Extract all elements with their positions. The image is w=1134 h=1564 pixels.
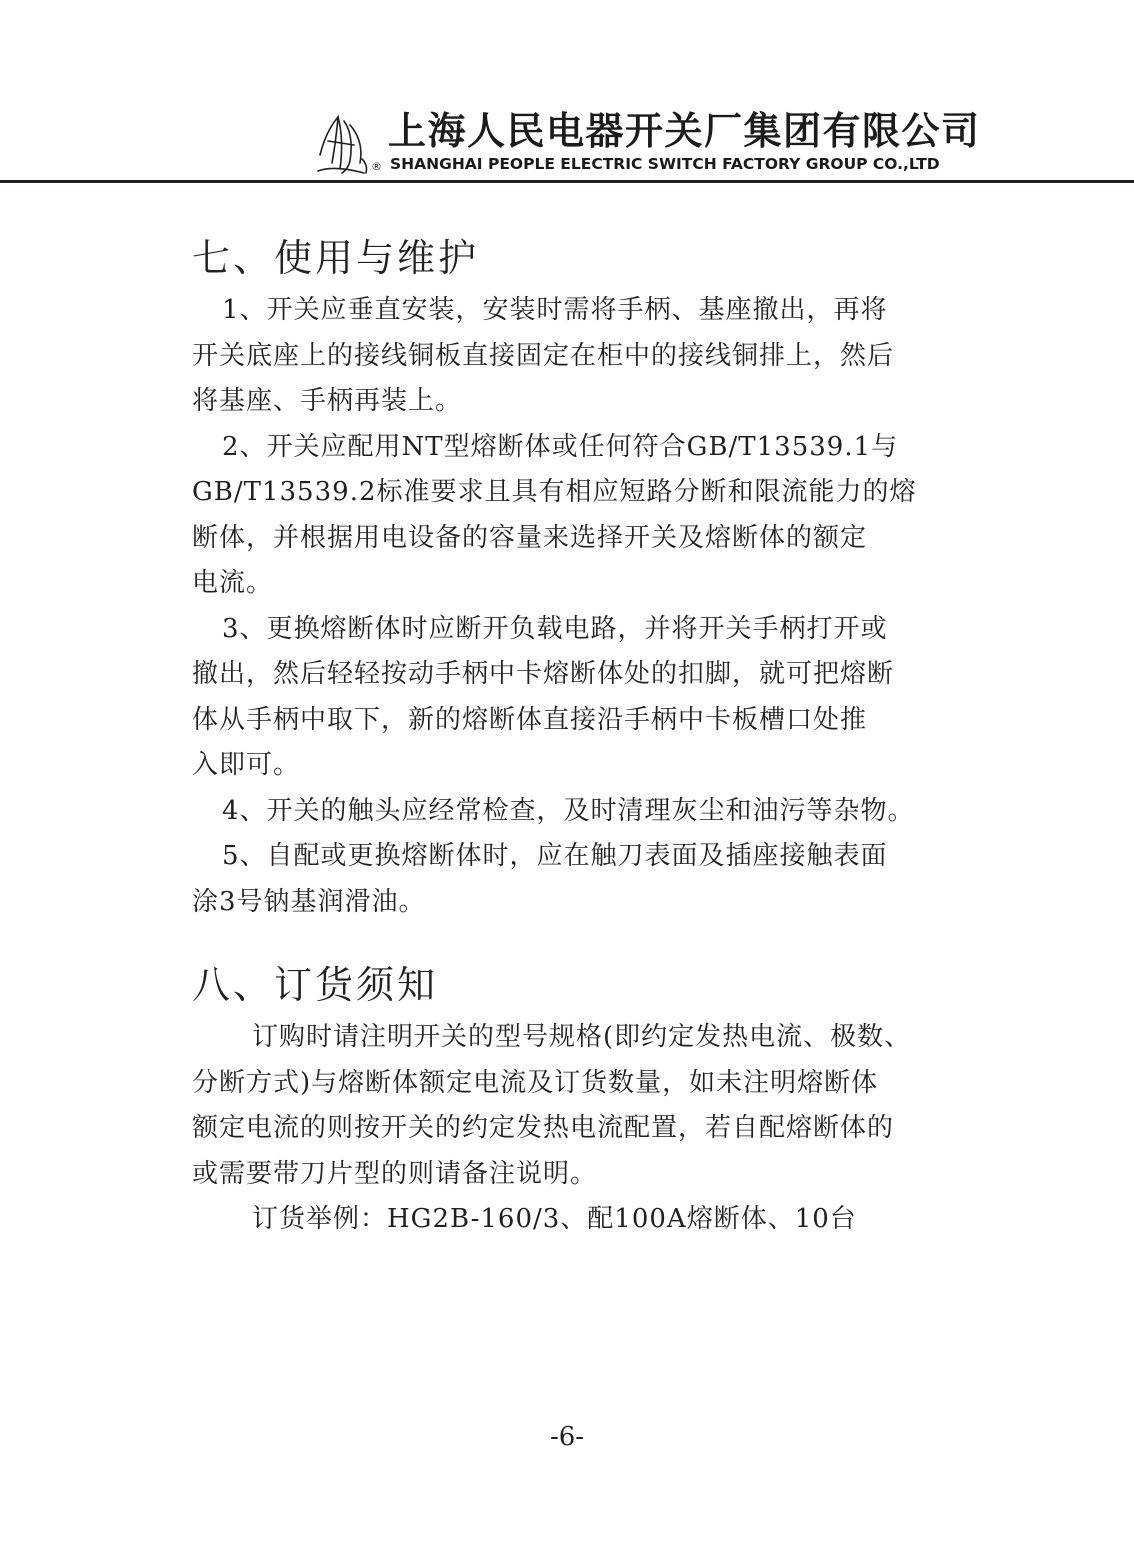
maintenance-item-5: [192, 834, 952, 925]
text-line: 5、自配或更换熔断体时，应在触刀表面及插座接触表面: [222, 841, 888, 871]
ordering-notice: [192, 1015, 952, 1197]
section-title-ordering: 八、订货须知: [192, 963, 439, 1007]
company-name-english: SHANGHAI PEOPLE ELECTRIC SWITCH FACTORY GROUP CO.,LTD: [390, 155, 940, 173]
text-line: 断体，并根据用电设备的容量来选择开关及熔断体的额定: [192, 522, 868, 553]
registered-mark: ®: [371, 160, 382, 173]
maintenance-item-4: [192, 789, 952, 835]
text-line: 电流。: [192, 568, 274, 598]
text-line: 入即可。: [192, 750, 301, 780]
maintenance-item-2: [192, 425, 952, 607]
maintenance-item-1: [192, 288, 952, 425]
text-line: 1、开关应垂直安装，安装时需将手柄、基座撤出，再将: [222, 295, 888, 325]
text-line: 撤出，然后轻轻按动手柄中卡熔断体处的扣脚，就可把熔断: [192, 659, 895, 689]
text-line: 将基座、手柄再装上。: [192, 386, 463, 416]
text-line: 涂3号钠基润滑油。: [192, 886, 426, 917]
page-content: [192, 232, 952, 1243]
page-header: [0, 0, 1134, 190]
section-spacer: [192, 925, 952, 959]
text-line: 开关底座上的接线铜板直接固定在柜中的接线铜排上，然后: [192, 340, 895, 371]
text-line: 订货举例：HG2B-160/3、配100A熔断体、10台: [252, 1204, 857, 1234]
text-line: 2、开关应配用NT型熔断体或任何符合GB/T13539.1与: [222, 431, 899, 462]
text-line: 体从手柄中取下，新的熔断体直接沿手柄中卡板槽口处推: [192, 704, 868, 735]
text-line: 额定电流的则按开关的约定发热电流配置，若自配熔断体的: [192, 1113, 895, 1143]
section-title-maintenance: 七、使用与维护: [192, 236, 480, 280]
text-line: 订购时请注明开关的型号规格(即约定发热电流、极数、: [252, 1022, 912, 1052]
header-rule: [0, 180, 1134, 183]
ordering-example: [192, 1197, 952, 1243]
text-line: 4、开关的触头应经常检查，及时清理灰尘和油污等杂物。: [222, 795, 915, 826]
text-line: 3、更换熔断体时应断开负载电路，并将开关手柄打开或: [222, 613, 888, 644]
text-line: GB/T13539.2标准要求且具有相应短路分断和限流能力的熔: [192, 477, 917, 507]
company-logo-icon: [314, 111, 376, 177]
maintenance-item-3: [192, 607, 952, 789]
company-name-chinese: 上海人民电器开关厂集团有限公司: [388, 109, 981, 153]
text-line: 或需要带刀片型的则请备注说明。: [192, 1158, 598, 1189]
text-line: 分断方式)与熔断体额定电流及订货数量，如未注明熔断体: [192, 1067, 879, 1098]
page-number: -6-: [549, 1422, 585, 1452]
